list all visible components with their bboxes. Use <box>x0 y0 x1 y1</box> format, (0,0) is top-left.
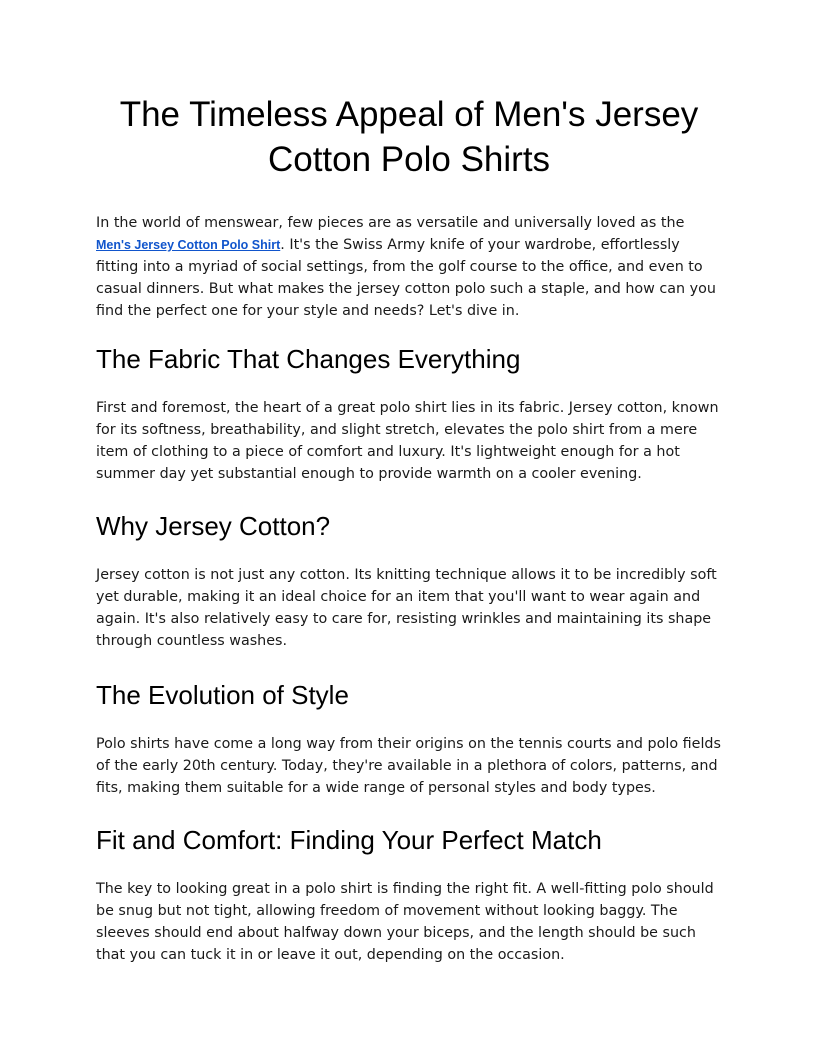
section-body-evolution: Polo shirts have come a long way from their origins on the tennis courts and polo fields of the early 20th century. Today, they're available in a plethora of colors, patterns, and fits, making them suitable for a wide range of personal styles and body types. <box>96 736 721 796</box>
intro-text-after-link: . It's the Swiss Army knife of your wardrobe, effortlessly fitting into a myriad of social settings, from the golf course to the office, and even to casual dinners. But what makes the jersey cotton polo such a staple, and how can you find the perfect one for your style and needs? Let's dive in. <box>96 237 716 319</box>
document-page <box>96 92 722 985</box>
section-body-why-jersey: Jersey cotton is not just any cotton. Its knitting technique allows it to be incredibly soft yet durable, making it an ideal choice for an item that you'll want to wear again and again. It's also relatively easy to care for, resisting wrinkles and maintaining its shape through countless washes. <box>96 567 717 649</box>
section-heading-fabric: The Fabric That Changes Everything <box>96 344 521 374</box>
section-heading-evolution: The Evolution of Style <box>96 680 349 710</box>
section-heading-fit: Fit and Comfort: Finding Your Perfect Match <box>96 825 602 855</box>
document-title: The Timeless Appeal of Men's Jersey Cotton Polo Shirts <box>119 95 699 179</box>
intro-paragraph <box>96 212 722 322</box>
intro-text-before-link: In the world of menswear, few pieces are as versatile and universally loved as the <box>96 215 685 231</box>
product-link[interactable]: Men's Jersey Cotton Polo Shirt <box>96 238 281 252</box>
section-body-fabric: First and foremost, the heart of a great polo shirt lies in its fabric. Jersey cotton, known for its softness, breathability, and slight stretch, elevates the polo shirt from a mere item of clothing to a piece of comfort and luxury. It's lightweight enough for a hot summer day yet substantial enough to provide warmth on a cooler evening. <box>96 400 719 482</box>
section-body-fit: The key to looking great in a polo shirt is finding the right fit. A well-fitting polo should be snug but not tight, allowing freedom of movement without looking baggy. The sleeves should end about halfway down your biceps, and the length should be such that you can tuck it in or leave it out, depending on the occasion. <box>96 881 714 963</box>
section-heading-why-jersey: Why Jersey Cotton? <box>96 511 331 541</box>
